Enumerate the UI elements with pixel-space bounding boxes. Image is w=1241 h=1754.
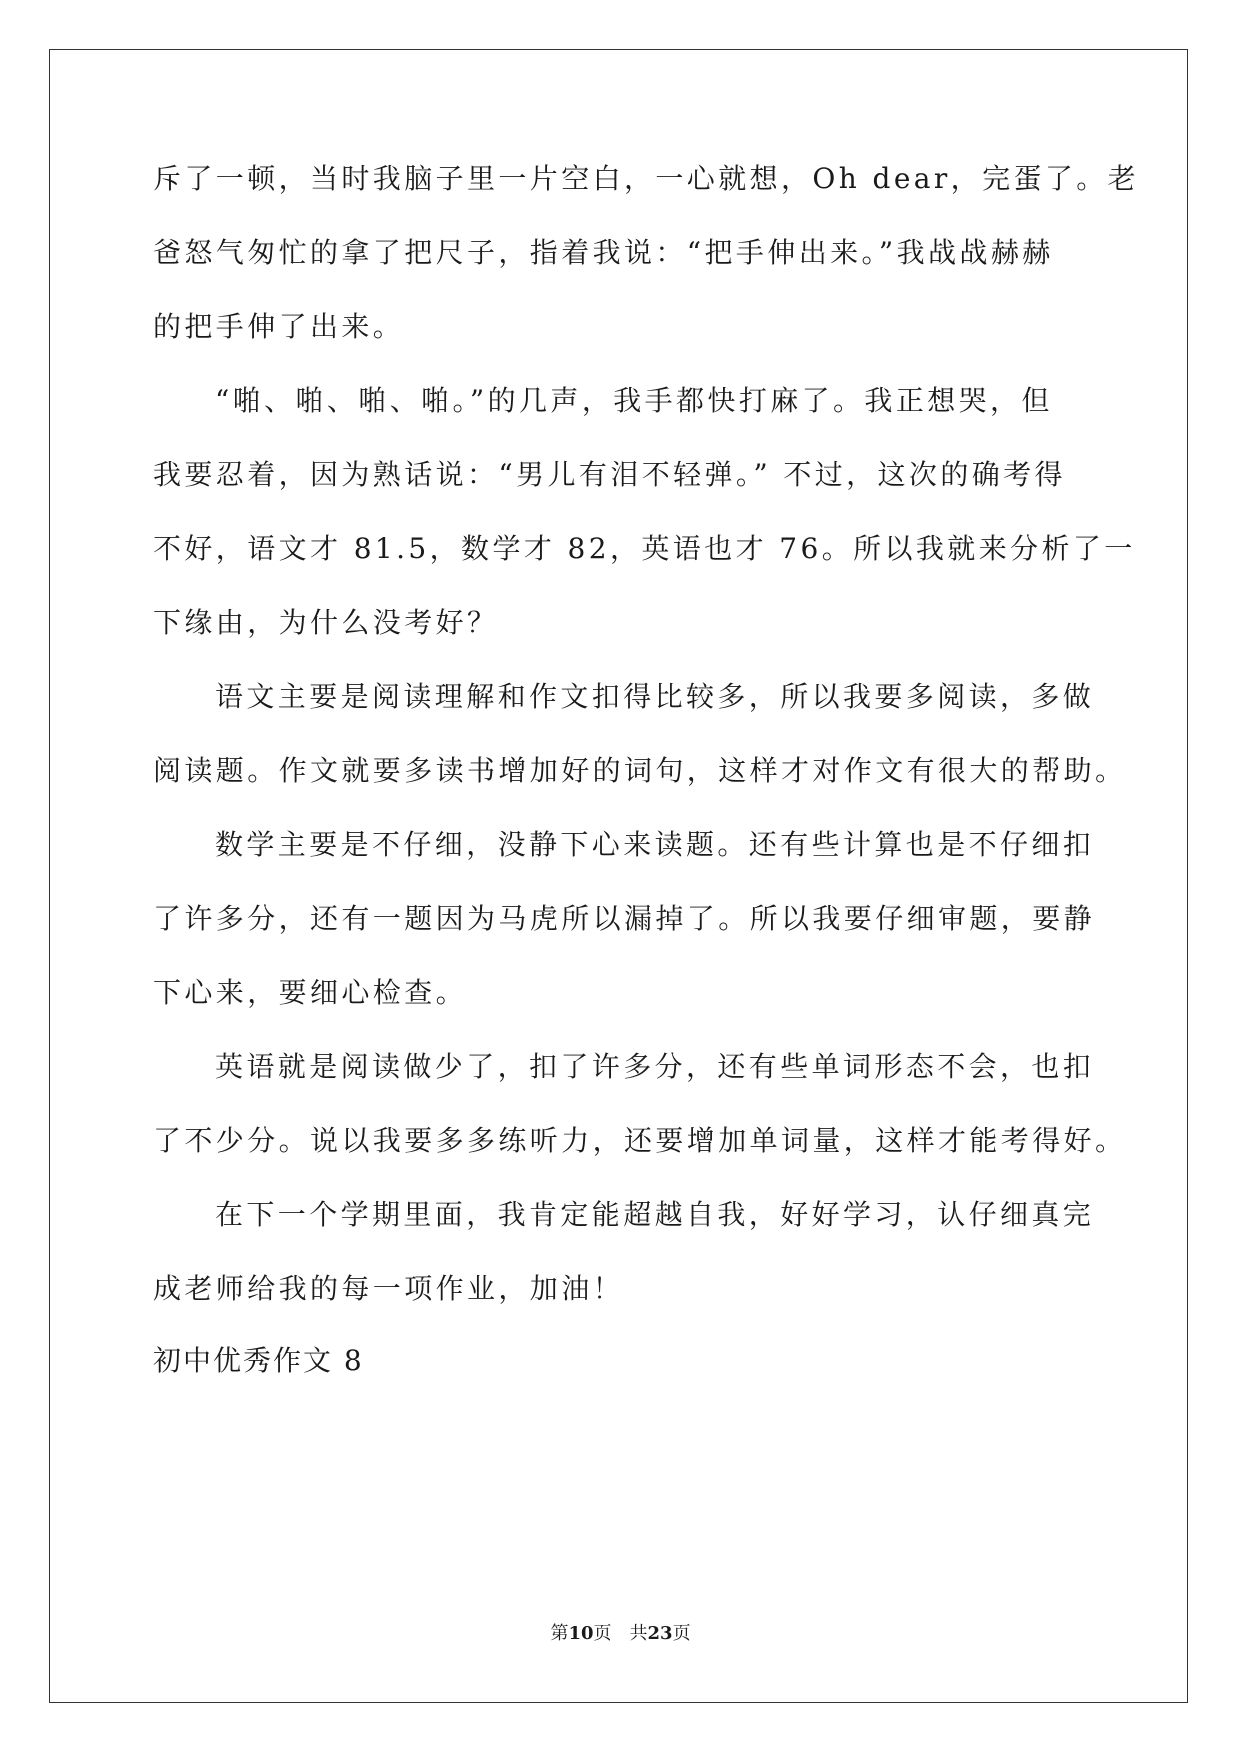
text-line-11: 了许多分，还有一题因为马虎所以漏掉了。所以我要仔细审题，要静 [153, 902, 1096, 935]
text-line-10: 数学主要是不仔细，没静下心来读题。还有些计算也是不仔细扣 [215, 828, 1095, 861]
total-pages-number: 23 [647, 1623, 673, 1644]
text-line-4: “啪、啪、啪、啪。”的几声，我手都快打麻了。我正想哭，但 [215, 384, 1053, 417]
footer-page-suffix: 页 [593, 1623, 612, 1644]
page-footer [0, 1624, 1241, 1644]
text-line-16: 成老师给我的每一项作业，加油！ [153, 1272, 625, 1305]
text-line-13: 英语就是阅读做少了，扣了许多分，还有些单词形态不会，也扣 [215, 1050, 1095, 1083]
text-line-5: 我要忍着，因为熟话说：“男儿有泪不轻弹。” 不过，这次的确考得 [153, 458, 1066, 491]
text-line-9: 阅读题。作文就要多读书增加好的词句，这样才对作文有很大的帮助。 [153, 754, 1127, 787]
footer-total-suffix: 页 [672, 1623, 691, 1644]
text-line-15: 在下一个学期里面，我肯定能超越自我，好好学习，认仔细真完 [215, 1198, 1095, 1231]
text-line-6: 不好，语文才 81.5，数学才 82，英语也才 76。所以我就来分析了一 [153, 532, 1136, 565]
text-line-12: 下心来，要细心检查。 [153, 976, 468, 1009]
current-page-number: 10 [568, 1623, 594, 1644]
text-line-3: 的把手伸了出来。 [153, 310, 405, 343]
section-heading: 初中优秀作文 8 [153, 1344, 364, 1377]
page-border [49, 49, 1188, 1703]
footer-prefix: 第 [550, 1623, 569, 1644]
text-line-1: 斥了一顿，当时我脑子里一片空白，一心就想，Oh dear，完蛋了。老 [153, 162, 1140, 195]
text-line-14: 了不少分。说以我要多多练听力，还要增加单词量，这样才能考得好。 [153, 1124, 1127, 1157]
text-line-8: 语文主要是阅读理解和作文扣得比较多，所以我要多阅读，多做 [215, 680, 1095, 713]
footer-total-prefix: 共 [629, 1623, 648, 1644]
text-line-2: 爸怒气匆忙的拿了把尺子，指着我说：“把手伸出来。”我战战赫赫 [153, 236, 1054, 269]
text-line-7: 下缘由，为什么没考好？ [153, 606, 499, 639]
